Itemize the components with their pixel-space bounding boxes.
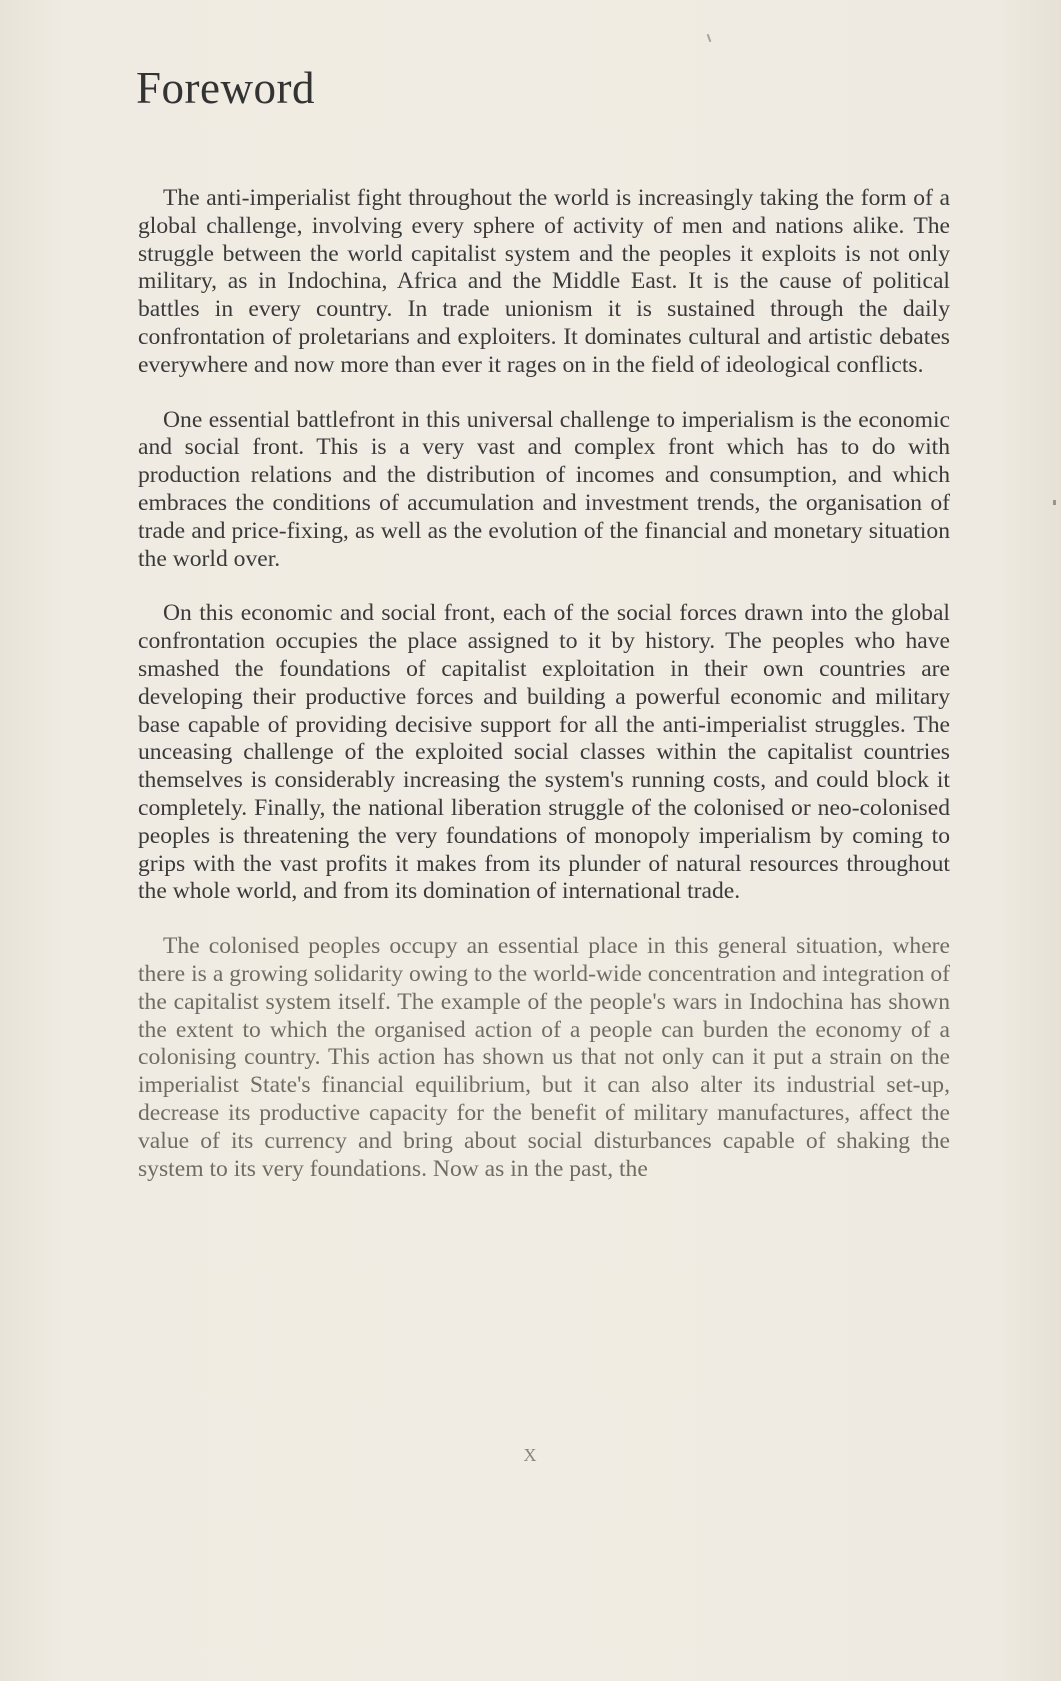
stray-mark [707, 34, 712, 42]
paragraph-3: On this economic and social front, each of the social forces drawn into the global confrontation occupies the place assigned to it by history. The peoples who have smashed the foundations of capitalist exploitation in their own countries are developing their productive forces and building a powerful economic and military base capable of providing decisive support for all the anti-imperialist struggles. The unceasing challenge of the exploited social classes within the capitalist countries themselves is considerably increasing the system's running costs, and could block it completely. Finally, the national liberation struggle of the colonised or neo-colonised peoples is threatening the very foundations of monopoly imperialism by coming to grips with the vast profits it makes from its plunder of natural resources throughout the whole world, and from its domination of international trade. [138, 600, 950, 905]
paragraph-1: The anti-imperialist fight throughout the world is increasingly taking the form of a global challenge, involving every sphere of activity of men and nations alike. The struggle between the world capitalist system and the peoples it exploits is not only military, as in Indochina, Africa and the Middle East. It is the cause of political battles in every country. In trade unionism it is sustained through the daily confrontation of proletarians and exploiters. It dominates cultural and artistic debates everywhere and now more than ever it rages on in the field of ideological conflicts. [138, 185, 950, 378]
paragraph-4: The colonised peoples occupy an essential place in this general situation, where there is a growing solidarity owing to the world-wide concentration and integration of the capitalist system itself. The example of the people's wars in Indochina has shown the extent to which the organised action of a people can burden the economy of a colonising country. This action has shown us that not only can it put a strain on the imperialist State's financial equilibrium, but it can also alter its industrial set-up, decrease its productive capacity for the benefit of military manufactures, affect the value of its currency and bring about social disturbances capable of shaking the system to its very foundations. Now as in the past, the [138, 933, 950, 1182]
paragraph-2: One essential battlefront in this universal challenge to imperialism is the economic and social front. This is a very vast and complex front which has to do with production relations and the distribution of incomes and consumption, and which embraces the conditions of accumulation and investment trends, the organisation of trade and price-fixing, as well as the evolution of the financial and monetary situation the world over. [138, 406, 950, 572]
edge-mark [1053, 500, 1056, 505]
page-number: X [523, 1445, 538, 1465]
body-text [138, 185, 950, 1210]
page-title: Foreword [136, 63, 315, 113]
